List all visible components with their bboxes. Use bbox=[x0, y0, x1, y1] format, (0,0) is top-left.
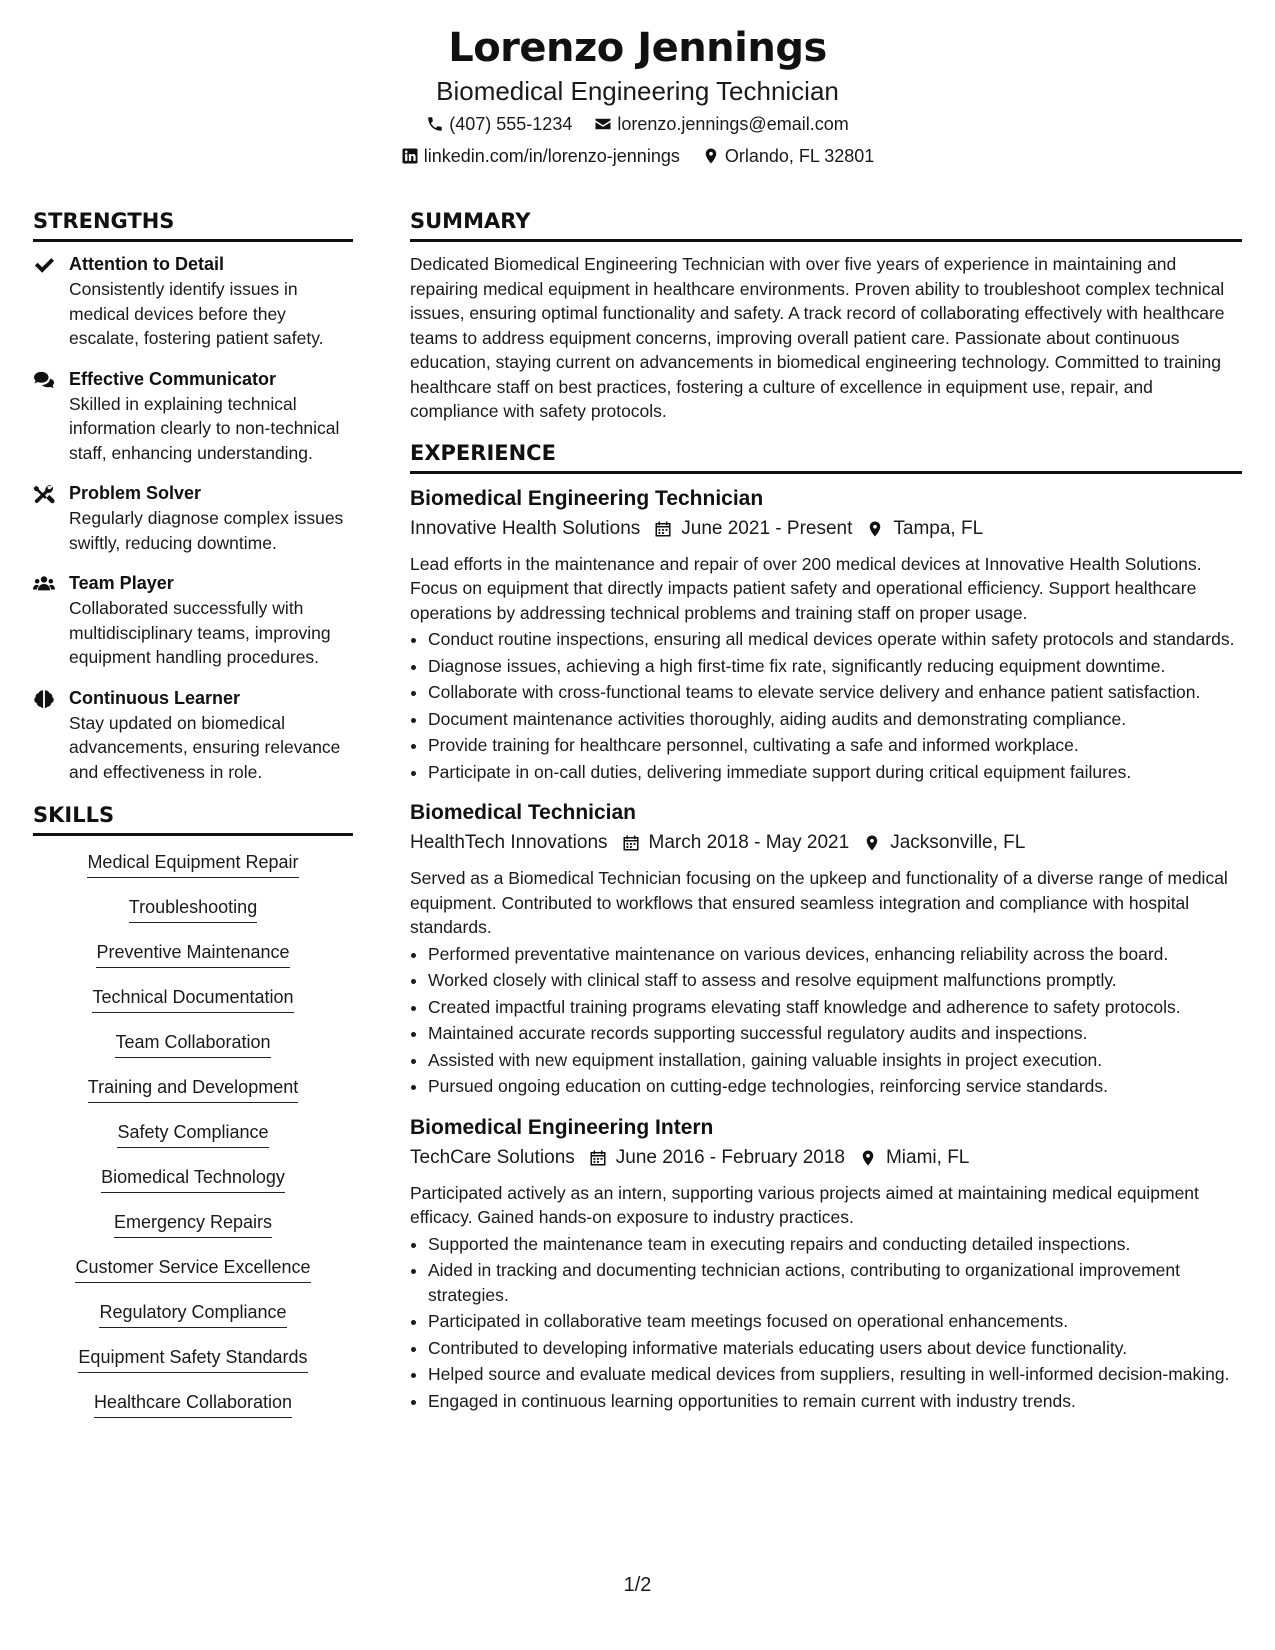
calendar-icon bbox=[640, 520, 681, 538]
skill-tag: Equipment Safety Standards bbox=[78, 1345, 307, 1373]
job-bullets bbox=[410, 627, 1242, 784]
location-item bbox=[702, 140, 874, 172]
job-bullet: • Provide training for healthcare personnel, cultivating a safe and informed workplace. bbox=[428, 733, 1242, 758]
job-entry bbox=[410, 484, 1242, 785]
strength-title: Problem Solver bbox=[69, 483, 202, 503]
strength-desc: Consistently identify issues in medical devices before they escalate, fostering patient safety. bbox=[69, 279, 324, 348]
job-bullet: • Engaged in continuous learning opportunities to remain current with industry trends. bbox=[428, 1389, 1242, 1414]
right-column bbox=[410, 206, 1242, 1427]
skills-heading: SKILLS bbox=[33, 800, 353, 836]
skill-tag: Team Collaboration bbox=[115, 1030, 270, 1058]
email-item[interactable] bbox=[594, 108, 848, 140]
skill-tag: Emergency Repairs bbox=[114, 1210, 272, 1238]
skill-tag: Troubleshooting bbox=[129, 895, 257, 923]
job-bullet: • Performed preventative maintenance on various devices, enhancing reliability across the board. bbox=[428, 942, 1242, 967]
job-bullet: • Supported the maintenance team in executing repairs and conducting detailed inspections. bbox=[428, 1232, 1242, 1257]
job-dates: June 2016 - February 2018 bbox=[615, 1146, 845, 1168]
strength-title: Effective Communicator bbox=[69, 368, 277, 389]
phone-text: (407) 555-1234 bbox=[449, 114, 573, 134]
strength-title: Continuous Learner bbox=[69, 687, 241, 708]
location-text: Orlando, FL 32801 bbox=[724, 146, 875, 166]
candidate-name: Lorenzo Jennings bbox=[448, 25, 827, 71]
strengths-list bbox=[33, 252, 353, 784]
calendar-icon bbox=[608, 834, 649, 852]
skill-tag: Healthcare Collaboration bbox=[94, 1390, 292, 1418]
strength-item bbox=[33, 252, 353, 351]
job-bullet: • Collaborate with cross-functional teams to elevate service delivery and enhance patient satisfaction. bbox=[428, 680, 1242, 705]
resume-header bbox=[0, 22, 1275, 172]
linkedin-text[interactable]: linkedin.com/in/lorenzo-jennings bbox=[423, 146, 680, 166]
email-text[interactable]: lorenzo.jennings@email.com bbox=[617, 114, 849, 134]
job-bullet: • Pursued ongoing education on cutting-edge technologies, reinforcing service standards. bbox=[428, 1074, 1242, 1099]
strength-desc: Regularly diagnose complex issues swiftly, reducing downtime. bbox=[69, 508, 344, 553]
company-name: TechCare Solutions bbox=[410, 1146, 575, 1168]
strength-item bbox=[33, 571, 353, 670]
job-bullets bbox=[410, 1232, 1242, 1414]
job-location: Miami, FL bbox=[885, 1146, 970, 1168]
linkedin-icon bbox=[401, 147, 419, 165]
phone-icon bbox=[426, 115, 444, 133]
skill-tag: Regulatory Compliance bbox=[99, 1300, 286, 1328]
job-bullet: • Aided in tracking and documenting technician actions, contributing to organizational improvement strategies. bbox=[428, 1258, 1242, 1307]
job-title: Biomedical Technician bbox=[410, 801, 637, 824]
skill-tag: Medical Equipment Repair bbox=[87, 850, 298, 878]
candidate-role: Biomedical Engineering Technician bbox=[436, 76, 839, 106]
job-bullet: • Participate in on-call duties, delivering immediate support during critical equipment failures. bbox=[428, 760, 1242, 785]
strength-desc: Collaborated successfully with multidisciplinary teams, improving equipment handling procedures. bbox=[69, 598, 331, 667]
job-bullet: • Participated in collaborative team meetings focused on operational enhancements. bbox=[428, 1309, 1242, 1334]
skills-list bbox=[33, 846, 353, 1435]
page-number: 1/2 bbox=[623, 1574, 652, 1596]
calendar-icon bbox=[575, 1149, 616, 1167]
job-entry bbox=[410, 798, 1242, 1099]
skill-tag: Safety Compliance bbox=[117, 1120, 268, 1148]
job-dates: June 2021 - Present bbox=[681, 517, 853, 539]
strength-item bbox=[33, 481, 353, 555]
job-bullet: • Created impactful training programs elevating staff knowledge and adherence to safety protocols. bbox=[428, 995, 1242, 1020]
contact-row-1 bbox=[0, 108, 1275, 140]
job-location: Tampa, FL bbox=[893, 517, 984, 539]
job-bullet: • Maintained accurate records supporting successful regulatory audits and inspections. bbox=[428, 1021, 1242, 1046]
map-pin-icon bbox=[849, 834, 890, 852]
job-bullet: • Document maintenance activities thoroughly, aiding audits and demonstrating compliance. bbox=[428, 707, 1242, 732]
experience-heading: EXPERIENCE bbox=[410, 438, 1242, 474]
job-bullet: • Diagnose issues, achieving a high first-time fix rate, significantly reducing equipment downtime. bbox=[428, 654, 1242, 679]
job-bullet: • Conduct routine inspections, ensuring all medical devices operate within safety protocols and standards. bbox=[428, 627, 1242, 652]
job-description: Lead efforts in the maintenance and repair of over 200 medical devices at Innovative Health Solutions. Focus on equipment that directly impacts patient safety and operational efficiency. Support healthcare operations by addressing technical problems and training staff on proper usage. bbox=[410, 553, 1202, 623]
check-icon bbox=[33, 252, 69, 351]
summary-text: Dedicated Biomedical Engineering Technician with over five years of experience in maintaining and repairing medical equipment in healthcare environments. Proven ability to troubleshoot complex technical issues, ensuring optimal functionality and safety. A track record of collaborating effectively with healthcare teams to address equipment concerns, improving overall patient care. Passionate about continuous education, staying current on advancements in biomedical engineering technology. Committed to training healthcare staff on best practices, fostering a culture of excellence in equipment use, repair, and compliance with safety protocols. bbox=[410, 254, 1225, 421]
company-name: HealthTech Innovations bbox=[410, 832, 608, 853]
left-column bbox=[33, 206, 353, 1435]
phone-item bbox=[426, 108, 572, 140]
job-meta bbox=[410, 514, 1242, 544]
skill-tag: Customer Service Excellence bbox=[75, 1255, 310, 1283]
strength-item bbox=[33, 367, 353, 466]
strength-item bbox=[33, 686, 353, 785]
job-title: Biomedical Engineering Technician bbox=[410, 486, 764, 510]
job-meta bbox=[410, 1143, 1242, 1173]
summary-heading: SUMMARY bbox=[410, 206, 1242, 242]
tools-icon bbox=[33, 481, 69, 555]
strength-title: Attention to Detail bbox=[69, 254, 224, 274]
map-pin-icon bbox=[845, 1149, 886, 1167]
map-pin-icon bbox=[852, 520, 893, 538]
strength-title: Team Player bbox=[69, 573, 174, 593]
brain-icon bbox=[33, 686, 69, 785]
comments-icon bbox=[33, 367, 69, 466]
job-bullet: • Contributed to developing informative materials educating users about device functionality. bbox=[428, 1336, 1242, 1361]
company-name: Innovative Health Solutions bbox=[410, 517, 641, 539]
skill-tag: Biomedical Technology bbox=[101, 1165, 285, 1193]
linkedin-item[interactable] bbox=[401, 140, 680, 172]
job-bullet: • Assisted with new equipment installation, gaining valuable insights in project execution. bbox=[428, 1048, 1242, 1073]
job-title: Biomedical Engineering Intern bbox=[410, 1115, 714, 1139]
job-entry bbox=[410, 1113, 1242, 1414]
skill-tag: Training and Development bbox=[88, 1075, 298, 1103]
job-meta bbox=[410, 828, 1242, 858]
job-description: Served as a Biomedical Technician focusing on the upkeep and functionality of a diverse range of medical equipment. Contributed to workflows that ensured seamless integration and compliance with hospital standards. bbox=[410, 868, 1228, 937]
job-description: Participated actively as an intern, supporting various projects aimed at maintaining medical equipment efficacy. Gained hands-on exposure to industry practices. bbox=[410, 1182, 1199, 1227]
job-location: Jacksonville, FL bbox=[890, 832, 1026, 853]
job-bullet: • Helped source and evaluate medical devices from suppliers, resulting in well-informed decision-making. bbox=[428, 1362, 1242, 1387]
job-dates: March 2018 - May 2021 bbox=[648, 832, 850, 853]
envelope-icon bbox=[594, 115, 612, 133]
strength-desc: Skilled in explaining technical information clearly to non-technical staff, enhancing understanding. bbox=[69, 393, 340, 463]
strengths-heading: STRENGTHS bbox=[33, 206, 353, 242]
strength-desc: Stay updated on biomedical advancements, ensuring relevance and effectiveness in role. bbox=[69, 712, 341, 782]
job-bullets bbox=[410, 942, 1242, 1099]
job-bullet: • Worked closely with clinical staff to assess and resolve equipment malfunctions promptly. bbox=[428, 968, 1242, 993]
users-icon bbox=[33, 571, 69, 670]
map-pin-icon bbox=[702, 147, 720, 165]
skill-tag: Technical Documentation bbox=[92, 985, 293, 1013]
skill-tag: Preventive Maintenance bbox=[96, 940, 289, 968]
contact-row-2 bbox=[0, 140, 1275, 172]
